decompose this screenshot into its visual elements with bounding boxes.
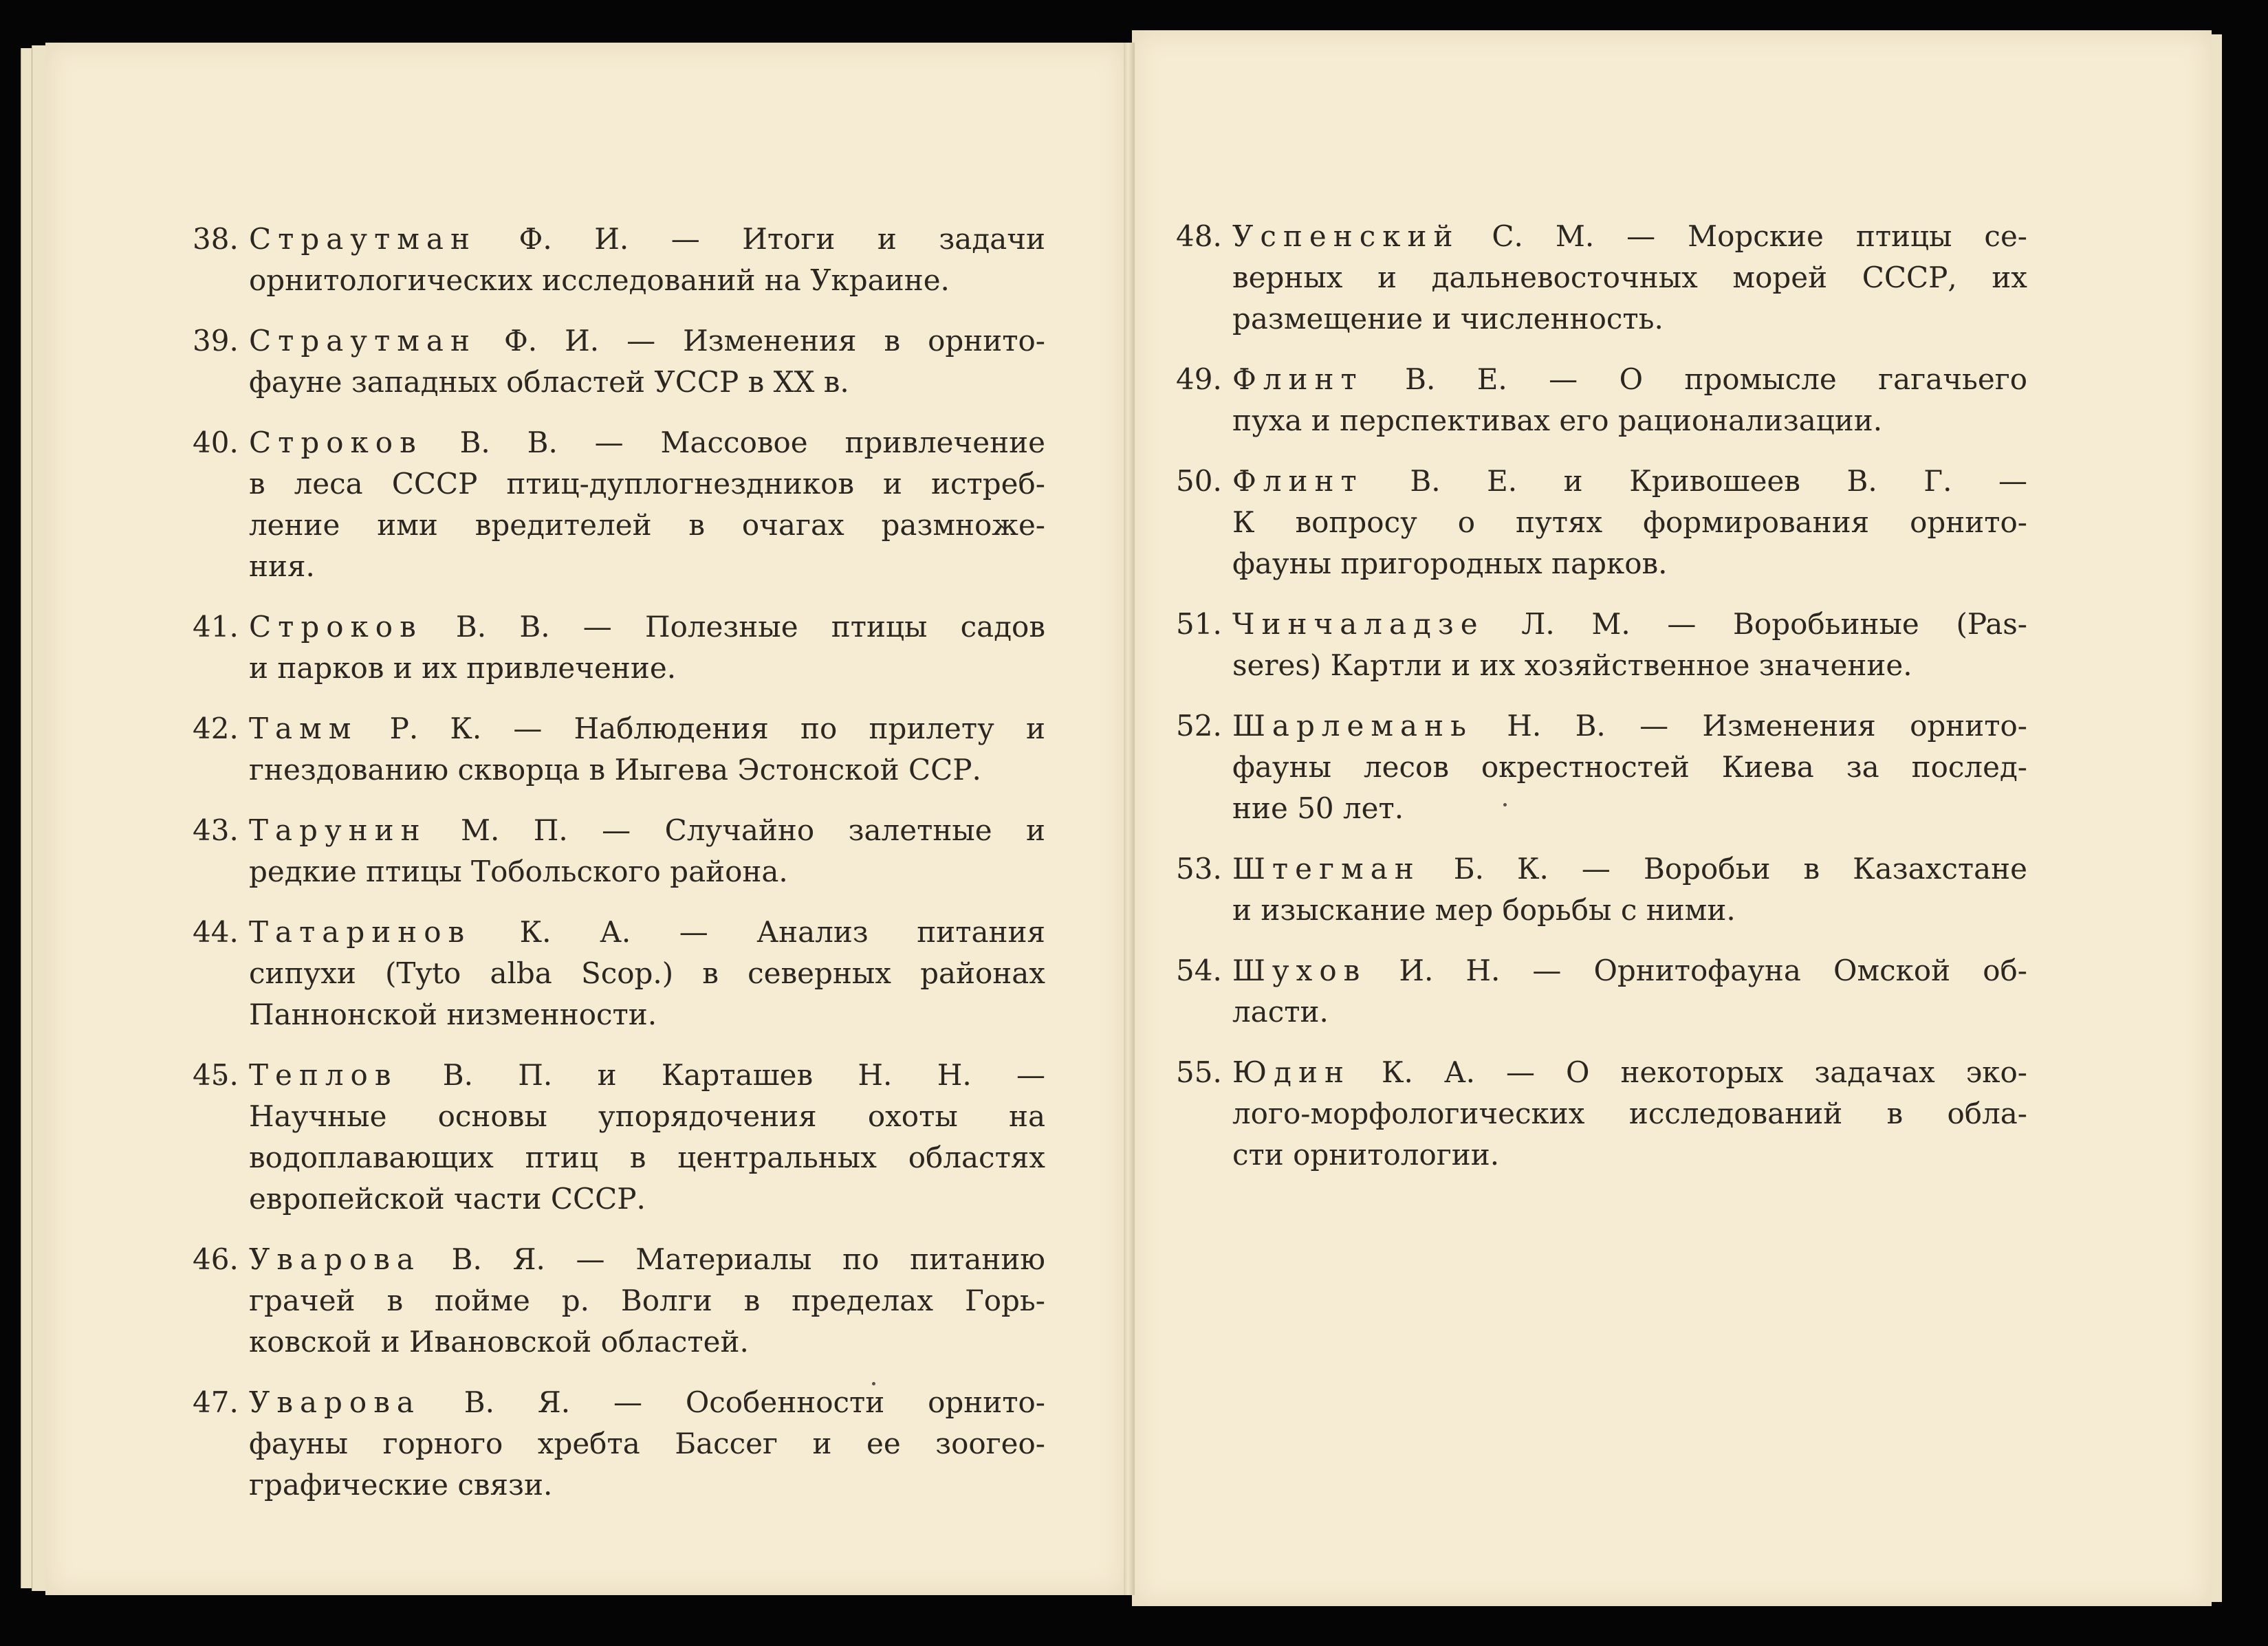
entry-number: 53. (1176, 852, 1222, 886)
author-name: Строков (249, 610, 423, 644)
entry-first-line (193, 912, 1045, 953)
entry-first-line (1176, 1052, 2027, 1093)
entry-first-line (193, 606, 1045, 648)
entry-number: 43. (193, 813, 239, 847)
entry-continuation-line: верных и дальневосточных морей СССР, их (1232, 261, 2027, 294)
bibliography-entry (193, 422, 1045, 587)
entry-title-start: Н. В. — Изменения орнито- (1472, 709, 2027, 743)
entry-title-start: В. Е. — О промысле гагачьего (1363, 362, 2027, 396)
author-name: Строков (249, 426, 423, 459)
entry-title-start: С. М. — Морские птицы се- (1459, 219, 2027, 253)
bibliography-entry (1176, 848, 2027, 931)
author-name: Флинт (1232, 464, 1364, 498)
bibliography-entry (193, 708, 1045, 791)
bibliography-entry (193, 1239, 1045, 1363)
entry-continuation-line: лого-морфологических исследований в обла- (1232, 1097, 2027, 1130)
entry-number: 38. (193, 222, 239, 256)
entry-number: 55. (1176, 1055, 1222, 1089)
entry-continuation-line: фауны лесов окрестностей Киева за послед- (1232, 750, 2027, 784)
bibliography-entry (193, 320, 1045, 403)
bibliography-entry (1176, 1052, 2027, 1176)
author-name: Флинт (1232, 362, 1364, 396)
bibliography-entry (1176, 461, 2027, 584)
entry-first-line (193, 1239, 1045, 1280)
entry-continuation-line: сти орнитологии. (1232, 1138, 1500, 1172)
entry-title-start: В. Е. и Кривошеев В. Г. — (1363, 464, 2027, 498)
entry-number: 52. (1176, 709, 1222, 743)
entry-title-start: К. А. — Анализ питания (471, 915, 1045, 949)
entry-continuation-line: пуха и перспективах его рационализации. (1232, 404, 1883, 437)
entry-title-start: К. А. — О некоторых задачах эко- (1350, 1055, 2027, 1089)
entry-number: 42. (193, 712, 239, 745)
entry-continuation-line: ление ими вредителей в очагах размноже- (249, 508, 1045, 542)
entry-first-line (1176, 705, 2027, 747)
entry-continuation-line: графические связи. (249, 1468, 553, 1502)
author-name: Татаринов (249, 915, 472, 949)
bibliography-entry (193, 606, 1045, 689)
bibliography-entry (1176, 359, 2027, 441)
author-name: Чинчаладзе (1232, 607, 1485, 641)
bibliography-entry (193, 219, 1045, 301)
bibliography-entry (193, 810, 1045, 892)
entry-continuation-line: ние 50 лет. (1232, 791, 1404, 825)
entry-number: 49. (1176, 362, 1222, 396)
entry-continuation-line: орнитологических исследований на Украине. (249, 263, 950, 297)
entry-first-line (193, 708, 1045, 749)
bibliography-entry (1176, 216, 2027, 340)
entry-first-line (1176, 950, 2027, 991)
entry-title-start: В. Я. — Материалы по питанию (420, 1242, 1045, 1276)
entry-continuation-line: гнездованию скворца в Иыгева Эстонской ССР. (249, 753, 981, 787)
author-name: Уварова (249, 1242, 421, 1276)
entry-number: 45. (193, 1058, 239, 1092)
entry-title-start: В. П. и Карташев Н. Н. — (397, 1058, 1045, 1092)
right-page-entry-list (1176, 216, 2027, 1195)
entry-continuation-line: сипухи (Tyto alba Scop.) в северных районах (249, 956, 1045, 990)
entry-continuation-line: К вопросу о путях формирования орнито- (1232, 505, 2027, 539)
entry-continuation-line: в леса СССР птиц-дуплогнездников и истреб- (249, 467, 1045, 501)
author-name: Шарлемань (1232, 709, 1473, 743)
entry-title-start: В. Я. — Особенности орнито- (420, 1385, 1045, 1419)
entry-first-line (193, 422, 1045, 463)
book-gutter (1124, 43, 1135, 1595)
entry-title-start: Ф. И. — Изменения в орнито- (476, 324, 1045, 358)
entry-first-line (193, 810, 1045, 851)
author-name: Успенский (1232, 219, 1460, 253)
bibliography-entry (193, 912, 1045, 1035)
author-name: Уварова (249, 1385, 421, 1419)
entry-continuation-line: ковской и Ивановской областей. (249, 1325, 749, 1359)
entry-first-line (193, 1055, 1045, 1096)
author-name: Тамм (249, 712, 358, 745)
bibliography-entry (193, 1382, 1045, 1506)
entry-title-start: В. В. — Полезные птицы садов (422, 610, 1045, 644)
entry-continuation-line: фауны пригородных парков. (1232, 547, 1668, 580)
entry-first-line (1176, 461, 2027, 502)
entry-title-start: М. П. — Случайно залетные и (426, 813, 1045, 847)
entry-number: 48. (1176, 219, 1222, 253)
entry-continuation-line: фауны горного хребта Бассег и ее зоогео- (249, 1427, 1045, 1460)
entry-number: 44. (193, 915, 239, 949)
entry-first-line (193, 1382, 1045, 1423)
bibliography-entry (1176, 705, 2027, 829)
entry-number: 50. (1176, 464, 1222, 498)
entry-continuation-line: и изыскание мер борьбы с ними. (1232, 893, 1736, 927)
entry-number: 47. (193, 1385, 239, 1419)
entry-continuation-line: грачей в пойме р. Волги в пределах Горь- (249, 1284, 1045, 1317)
entry-continuation-line: водоплавающих птиц в центральных областях (249, 1141, 1045, 1174)
entry-first-line (1176, 848, 2027, 890)
entry-continuation-line: и парков и их привлечение. (249, 651, 677, 685)
entry-number: 46. (193, 1242, 239, 1276)
author-name: Страутман (249, 222, 477, 256)
entry-continuation-line: ния. (249, 549, 315, 583)
entry-number: 51. (1176, 607, 1222, 641)
bibliography-entry (1176, 604, 2027, 686)
entry-title-start: Р. К. — Наблюдения по прилету и (358, 712, 1045, 745)
entry-first-line (1176, 216, 2027, 257)
entry-number: 39. (193, 324, 239, 358)
entry-continuation-line: европейской части СССР. (249, 1182, 646, 1216)
author-name: Юдин (1232, 1055, 1351, 1089)
left-page-entry-list (193, 219, 1045, 1525)
entry-first-line (193, 320, 1045, 362)
entry-continuation-line: редкие птицы Тобольского района. (249, 855, 788, 888)
entry-continuation-line: Паннонской низменности. (249, 998, 657, 1031)
author-name: Страутман (249, 324, 477, 358)
entry-title-start: Л. М. — Воробьиные (Pas- (1484, 607, 2027, 641)
bibliography-entry (193, 1055, 1045, 1220)
entry-title-start: Ф. И. — Итоги и задачи (476, 222, 1045, 256)
entry-number: 40. (193, 426, 239, 459)
author-name: Тарунин (249, 813, 427, 847)
entry-first-line (1176, 359, 2027, 400)
entry-continuation-line: Научные основы упорядочения охоты на (249, 1099, 1045, 1133)
entry-number: 54. (1176, 954, 1222, 987)
entry-continuation-line: размещение и численность. (1232, 302, 1664, 336)
author-name: Штегман (1232, 852, 1421, 886)
entry-first-line (1176, 604, 2027, 645)
entry-title-start: Б. К. — Воробьи в Казахстане (1420, 852, 2027, 886)
entry-number: 41. (193, 610, 239, 644)
bibliography-entry (1176, 950, 2027, 1033)
entry-continuation-line: ласти. (1232, 995, 1329, 1029)
entry-first-line (193, 219, 1045, 260)
author-name: Шухов (1232, 954, 1367, 987)
entry-title-start: В. В. — Массовое привлечение (422, 426, 1045, 459)
author-name: Теплов (249, 1058, 398, 1092)
entry-title-start: И. Н. — Орнитофауна Омской об- (1366, 954, 2027, 987)
entry-continuation-line: seres) Картли и их хозяйственное значение. (1232, 648, 1912, 682)
entry-continuation-line: фауне западных областей УССР в XX в. (249, 365, 849, 399)
